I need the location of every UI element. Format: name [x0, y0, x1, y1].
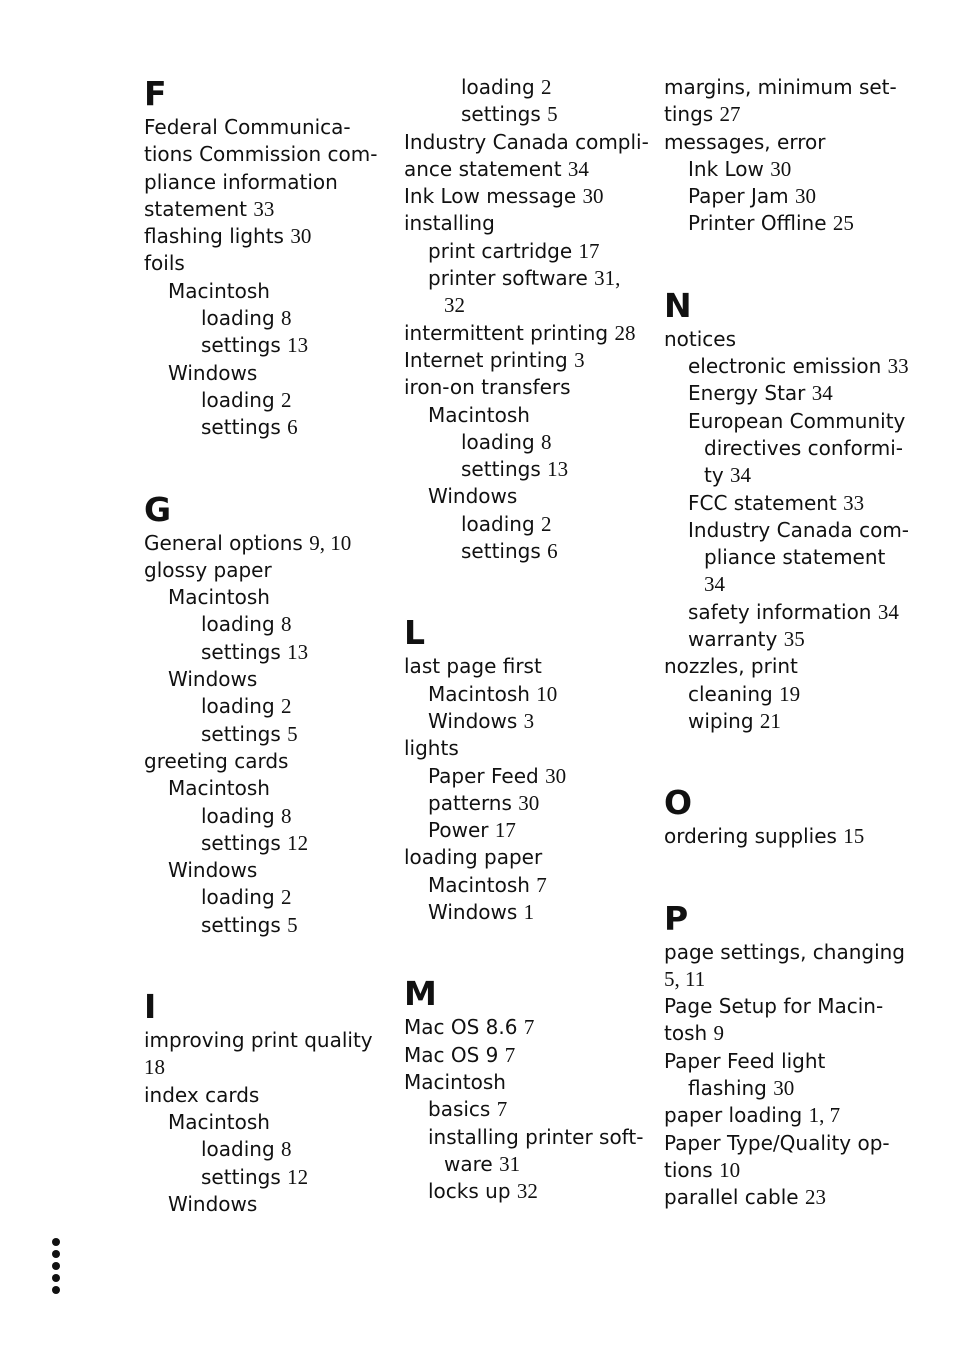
page-reference: 25: [832, 211, 854, 236]
index-term: installing: [404, 211, 495, 236]
index-entry: [404, 511, 644, 538]
index-entry: [404, 456, 644, 483]
index-term: flashing: [688, 1076, 774, 1101]
index-term: Internet printing: [404, 347, 575, 372]
index-entry: [404, 265, 644, 292]
index-term: Windows: [168, 1191, 258, 1216]
page-reference: 8: [281, 306, 292, 331]
margin-dots-decoration: [52, 1238, 62, 1298]
index-term: tions Commission com-: [144, 142, 378, 167]
page-reference: 7: [523, 1015, 535, 1040]
index-entry: [664, 353, 909, 380]
index-entry: [144, 557, 384, 584]
index-term: Macintosh: [168, 585, 270, 610]
index-entry: [144, 803, 384, 830]
index-entry: [144, 611, 384, 638]
index-entry: [404, 238, 644, 265]
index-term: page settings, changing: [664, 939, 906, 964]
page-reference: 3: [574, 347, 585, 372]
page-reference: 30: [770, 156, 792, 181]
page-reference: 13: [287, 639, 309, 664]
index-term: General options: [144, 530, 310, 555]
index-column-2: [404, 74, 649, 1205]
index-term: locks up: [428, 1179, 517, 1204]
index-term: directives conformi-: [704, 435, 903, 460]
index-entry: [664, 1157, 904, 1184]
index-entry: [404, 538, 644, 565]
index-entry: [664, 380, 904, 407]
index-term: settings: [201, 830, 288, 855]
page-reference: 30: [290, 224, 312, 249]
index-term: printer software: [428, 266, 595, 291]
index-term: statement: [144, 196, 254, 221]
index-term: Power: [428, 818, 495, 843]
index-term: loading: [201, 306, 282, 331]
page-reference: 21: [759, 708, 781, 733]
index-term: Energy Star: [688, 381, 812, 406]
index-entry: [144, 114, 384, 141]
page-reference: 13: [547, 457, 569, 482]
index-entry: [144, 196, 384, 223]
page-reference: 8: [281, 612, 292, 637]
page-reference: 31: [499, 1151, 521, 1176]
index-entry: [144, 141, 384, 168]
index-term: loading: [201, 612, 282, 637]
page-reference: 2: [541, 75, 552, 99]
page-reference: 5: [287, 912, 298, 937]
index-term: Industry Canada com-: [688, 517, 910, 542]
index-entry: [144, 169, 384, 196]
page-reference: 8: [541, 429, 552, 454]
index-entry: [144, 1136, 384, 1163]
index-term: loading: [461, 429, 542, 454]
index-entry: [404, 1178, 644, 1205]
index-term: messages, error: [664, 129, 826, 154]
page-reference: 30: [518, 790, 540, 815]
page-reference: 33: [887, 354, 909, 379]
page-reference: 5: [547, 102, 558, 127]
index-entry: [404, 1014, 644, 1041]
index-entry: [664, 129, 904, 156]
page-reference: 2: [281, 694, 292, 719]
index-entry: [404, 817, 644, 844]
index-term: nozzles, print: [664, 654, 798, 679]
index-term: ware: [444, 1151, 500, 1176]
index-term: settings: [201, 415, 288, 440]
index-term: loading: [201, 387, 282, 412]
index-entry: [144, 387, 384, 414]
index-entry: [664, 490, 904, 517]
index-entry: [404, 1096, 644, 1123]
index-term: patterns: [428, 790, 519, 815]
page-reference: 30: [545, 763, 567, 788]
index-term: Paper Feed: [428, 763, 546, 788]
index-term: paper loading: [664, 1103, 809, 1128]
page-reference: 5: [287, 721, 298, 746]
index-entry: [144, 1164, 384, 1191]
index-entry: [144, 1109, 384, 1136]
index-term: tings: [664, 102, 720, 127]
index-term: Paper Jam: [688, 184, 795, 209]
index-term: settings: [461, 457, 548, 482]
section-spacer: [664, 851, 904, 899]
page-reference: 18: [144, 1055, 165, 1080]
index-term: greeting cards: [144, 748, 289, 773]
page-reference: 12: [287, 1164, 309, 1189]
index-entry: [664, 210, 904, 237]
page-reference: 23: [804, 1185, 826, 1210]
index-term: settings: [201, 721, 288, 746]
index-term: ance statement: [404, 156, 568, 181]
index-term: settings: [201, 639, 288, 664]
index-entry: [144, 693, 384, 720]
section-letter-heading: M: [404, 974, 437, 1014]
index-term: intermittent printing: [404, 320, 615, 345]
index-entry: [404, 210, 644, 237]
index-entry: [404, 899, 644, 926]
index-entry: [664, 1020, 904, 1047]
index-term: tosh: [664, 1021, 714, 1046]
index-term: loading: [201, 694, 282, 719]
section-spacer: [664, 735, 904, 783]
margin-dot: [52, 1286, 60, 1294]
index-entry: [144, 1054, 384, 1081]
index-entry: [404, 156, 644, 183]
index-term: loading: [201, 1137, 282, 1162]
margin-dot: [52, 1238, 60, 1246]
index-term: pliance information: [144, 169, 338, 194]
section-spacer: [404, 565, 644, 613]
page-reference: 34: [567, 156, 589, 181]
margin-dot: [52, 1262, 60, 1270]
index-entry: [404, 1069, 644, 1096]
index-entry: [404, 735, 644, 762]
index-entry: [664, 681, 904, 708]
index-entry: [404, 872, 644, 899]
index-entry: [404, 101, 644, 128]
index-term: Macintosh: [168, 278, 270, 303]
margin-dot: [52, 1274, 60, 1282]
index-entry: [664, 939, 904, 966]
index-term: settings: [461, 539, 548, 564]
page-reference: 8: [281, 1137, 292, 1162]
index-entry: [404, 653, 644, 680]
index-entry: [144, 360, 384, 387]
index-entry: [664, 571, 904, 598]
index-term: FCC statement: [688, 490, 844, 515]
index-term: Industry Canada compli-: [404, 129, 649, 154]
index-entry: [664, 823, 904, 850]
page-reference: 32: [444, 293, 465, 318]
index-term: settings: [201, 912, 288, 937]
page-reference: 2: [281, 885, 292, 910]
page-reference: 31,: [594, 266, 621, 291]
index-term: iron-on transfers: [404, 375, 571, 400]
index-entry: [404, 483, 644, 510]
index-term: European Community: [688, 408, 906, 433]
index-term: foils: [144, 251, 185, 276]
section-letter-heading: P: [664, 898, 689, 938]
index-term: index cards: [144, 1082, 260, 1107]
index-term: Windows: [428, 708, 524, 733]
index-entry: [144, 1027, 384, 1054]
index-entry: [144, 1082, 384, 1109]
index-term: settings: [201, 333, 288, 358]
index-entry: [404, 844, 644, 871]
index-entry: [404, 790, 644, 817]
index-term: glossy paper: [144, 557, 272, 582]
index-term: settings: [201, 1164, 288, 1189]
index-entry: [144, 305, 384, 332]
index-term: print cartridge: [428, 238, 579, 263]
index-term: loading: [201, 803, 282, 828]
index-term: Page Setup for Macin-: [664, 994, 884, 1019]
page-reference: 2: [281, 387, 292, 412]
index-entry: [404, 1042, 644, 1069]
index-entry: [664, 517, 910, 544]
index-term: Windows: [168, 360, 258, 385]
page-reference: 9: [713, 1021, 725, 1046]
index-entry: [664, 544, 904, 571]
index-term: installing printer soft-: [428, 1124, 644, 1149]
index-term: wiping: [688, 708, 760, 733]
index-term: ty: [704, 463, 731, 488]
index-entry: [144, 250, 384, 277]
index-entry: [144, 666, 384, 693]
index-term: Ink Low message: [404, 184, 583, 209]
index-term: Windows: [168, 858, 258, 883]
index-column-1: [144, 74, 384, 1218]
page-reference: 7: [504, 1042, 516, 1067]
index-term: parallel cable: [664, 1185, 805, 1210]
index-term: Paper Type/Quality op-: [664, 1130, 890, 1155]
page-reference: 32: [516, 1179, 538, 1204]
index-term: ordering supplies: [664, 824, 844, 849]
page-reference: 30: [773, 1076, 795, 1101]
page-reference: 7: [496, 1097, 508, 1122]
page-reference: 17: [578, 238, 600, 263]
index-term: Macintosh: [428, 681, 537, 706]
index-entry: [664, 435, 904, 462]
index-column-3: [664, 74, 910, 1212]
index-entry: [404, 708, 644, 735]
page-reference: 33: [253, 196, 275, 221]
index-term: Mac OS 8.6: [404, 1015, 524, 1040]
index-entry: [404, 681, 644, 708]
section-spacer: [144, 442, 384, 490]
index-term: lights: [404, 736, 459, 761]
index-term: safety information: [688, 599, 878, 624]
index-entry: [664, 1130, 904, 1157]
index-term: Macintosh: [404, 1069, 506, 1094]
page-reference: 33: [843, 490, 865, 515]
section-spacer: [144, 939, 384, 987]
index-entry: [144, 775, 384, 802]
section-spacer: [404, 926, 644, 974]
index-entry: [144, 223, 384, 250]
section-letter-heading: I: [144, 987, 157, 1027]
page-reference: 30: [795, 184, 816, 209]
page-reference: 17: [494, 818, 516, 843]
page-reference: 10: [719, 1157, 741, 1182]
index-term: Paper Feed light: [664, 1048, 826, 1073]
index-entry: [144, 857, 384, 884]
page-reference: 34: [704, 572, 725, 597]
page-reference: 10: [536, 681, 558, 706]
page-reference: 8: [281, 803, 292, 828]
index-entry: [404, 347, 644, 374]
page-reference: 30: [582, 184, 604, 209]
index-entry: [664, 101, 904, 128]
index-entry: [144, 530, 384, 557]
index-entry: [664, 708, 904, 735]
index-term: warranty: [688, 627, 784, 652]
index-term: Ink Low: [688, 156, 771, 181]
section-spacer: [664, 238, 904, 286]
index-entry: [144, 748, 384, 775]
index-entry: [404, 183, 644, 210]
index-entry: [664, 1075, 904, 1102]
index-entry: [144, 332, 384, 359]
page-reference: 6: [287, 415, 298, 440]
index-entry: [144, 1191, 384, 1218]
index-term: notices: [664, 326, 737, 351]
index-term: Mac OS 9: [404, 1042, 505, 1067]
index-entry: [144, 639, 384, 666]
section-letter-heading: N: [664, 285, 692, 325]
index-entry: [144, 584, 384, 611]
index-entry: [664, 1048, 904, 1075]
index-entry: [664, 156, 904, 183]
index-entry: [664, 1184, 904, 1211]
index-term: tions: [664, 1157, 720, 1182]
page-reference: 7: [536, 872, 547, 897]
index-term: Windows: [428, 484, 518, 509]
index-term: cleaning: [688, 681, 780, 706]
section-letter-heading: L: [404, 613, 426, 653]
page-reference: 13: [287, 333, 309, 358]
index-entry: [144, 912, 384, 939]
index-term: loading: [201, 885, 282, 910]
index-entry: [404, 292, 644, 319]
index-entry: [144, 278, 384, 305]
index-term: Macintosh: [428, 872, 537, 897]
index-entry: [404, 1151, 644, 1178]
index-entry: [404, 74, 644, 101]
section-letter-heading: O: [664, 783, 693, 823]
page-reference: 19: [779, 681, 801, 706]
index-entry: [144, 721, 384, 748]
index-term: last page first: [404, 654, 542, 679]
page-reference: 9, 10: [309, 530, 352, 555]
index-entry: [664, 653, 904, 680]
index-entry: [404, 129, 649, 156]
index-entry: [404, 763, 644, 790]
index-term: basics: [428, 1097, 497, 1122]
page-reference: 1, 7: [808, 1103, 841, 1128]
index-entry: [664, 408, 904, 435]
page-reference: 28: [614, 320, 636, 345]
index-entry: [664, 1102, 904, 1129]
index-term: loading paper: [404, 845, 543, 870]
index-entry: [404, 1124, 644, 1151]
page-reference: 6: [547, 539, 558, 564]
page-reference: 34: [730, 463, 752, 488]
margin-dot: [52, 1250, 60, 1258]
index-term: settings: [461, 102, 548, 127]
page-reference: 1: [523, 900, 535, 925]
index-term: improving print quality: [144, 1028, 373, 1053]
page-reference: 35: [783, 627, 805, 652]
index-term: pliance statement: [704, 545, 886, 570]
page-reference: 2: [541, 511, 552, 536]
index-term: Macintosh: [168, 776, 270, 801]
index-entry: [404, 374, 644, 401]
index-term: margins, minimum set-: [664, 75, 897, 99]
index-entry: [664, 626, 904, 653]
index-term: Macintosh: [428, 402, 530, 427]
index-term: Windows: [428, 900, 524, 925]
index-entry: [664, 966, 904, 993]
page-reference: 5, 11: [664, 966, 706, 991]
index-entry: [404, 320, 644, 347]
index-term: Printer Offline: [688, 211, 833, 236]
index-entry: [144, 884, 384, 911]
page-reference: 15: [843, 824, 865, 849]
index-term: Federal Communica-: [144, 115, 351, 139]
section-letter-heading: F: [144, 74, 167, 113]
section-letter-heading: G: [144, 489, 172, 529]
page-reference: 3: [523, 708, 535, 733]
index-term: flashing lights: [144, 224, 291, 249]
index-entry: [404, 402, 644, 429]
index-term: loading: [461, 75, 542, 99]
page-reference: 34: [811, 381, 833, 406]
index-term: electronic emission: [688, 354, 888, 379]
index-entry: [664, 462, 904, 489]
index-entry: [144, 414, 384, 441]
index-entry: [664, 183, 904, 210]
index-term: Windows: [168, 667, 258, 692]
index-entry: [664, 326, 904, 353]
index-entry: [664, 74, 904, 101]
index-entry: [664, 993, 904, 1020]
index-term: loading: [461, 511, 542, 536]
index-entry: [664, 599, 904, 626]
page-reference: 12: [287, 830, 309, 855]
index-entry: [404, 429, 644, 456]
index-entry: [144, 830, 384, 857]
page-reference: 27: [719, 102, 741, 127]
index-term: Macintosh: [168, 1109, 270, 1134]
page-reference: 34: [877, 599, 899, 624]
